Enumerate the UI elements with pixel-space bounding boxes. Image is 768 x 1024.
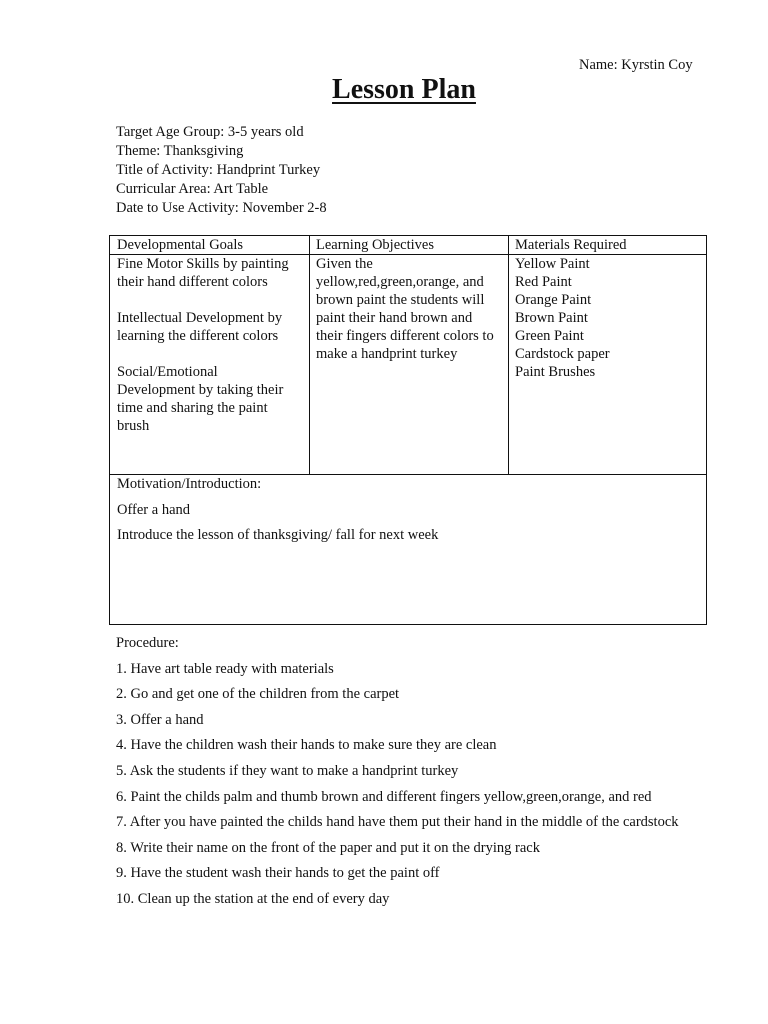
title-of-activity: Title of Activity: Handprint Turkey — [116, 162, 321, 178]
objective-line: make a handprint turkey — [316, 346, 458, 362]
material-item: Red Paint — [515, 274, 572, 290]
materials-required-cell — [515, 255, 610, 381]
objective-line: Given the — [316, 256, 373, 272]
material-item: Yellow Paint — [515, 256, 590, 272]
page-title — [0, 72, 768, 108]
goal-line: learning the different colors — [117, 328, 279, 344]
date-to-use: Date to Use Activity: November 2-8 — [116, 200, 327, 216]
goal-line: their hand different colors — [117, 274, 268, 290]
goal-line: time and sharing the paint — [117, 400, 268, 416]
theme: Theme: Thanksgiving — [116, 143, 244, 159]
goal-line: brush — [117, 418, 150, 434]
material-item: Green Paint — [515, 328, 584, 344]
objective-line: brown paint the students will — [316, 292, 485, 308]
column-divider — [508, 236, 509, 474]
motivation-line: Introduce the lesson of thanksgiving/ fall for next week — [117, 527, 439, 543]
motivation-line: Offer a hand — [117, 501, 191, 518]
material-item: Brown Paint — [515, 310, 588, 326]
procedure-step: 3. Offer a hand — [116, 711, 204, 728]
goal-line: Development by taking their — [117, 382, 284, 398]
header-learning-objectives: Learning Objectives — [316, 237, 434, 253]
goal-line: Social/Emotional — [117, 364, 218, 380]
goal-spacer — [117, 291, 289, 309]
learning-objectives-cell — [316, 255, 494, 363]
developmental-goals-cell — [117, 255, 289, 435]
curricular-area: Curricular Area: Art Table — [116, 181, 269, 197]
procedure-step: 5. Ask the students if they want to make a handprint turkey — [116, 762, 459, 779]
page-title-text: Lesson Plan — [332, 74, 476, 105]
lesson-table — [109, 235, 707, 625]
material-item: Orange Paint — [515, 292, 592, 308]
procedure-step: 4. Have the children wash their hands to make sure they are clean — [116, 737, 497, 754]
procedure-step: 1. Have art table ready with materials — [116, 660, 334, 677]
header-materials-required: Materials Required — [515, 237, 627, 253]
material-item: Cardstock paper — [515, 346, 610, 362]
procedure-step: 2. Go and get one of the children from the carpet — [116, 686, 400, 703]
motivation-heading: Motivation/Introduction: — [117, 476, 262, 492]
header-developmental-goals: Developmental Goals — [117, 237, 244, 253]
activity-info — [116, 123, 327, 218]
procedure-step: 9. Have the student wash their hands to get the paint off — [116, 865, 440, 882]
target-age-group: Target Age Group: 3-5 years old — [116, 124, 304, 140]
objective-line: their fingers different colors to — [316, 328, 494, 344]
procedure-step: 8. Write their name on the front of the paper and put it on the drying rack — [116, 839, 540, 856]
motivation-section — [117, 475, 438, 552]
procedure-step: 7. After you have painted the childs hand have them put their hand in the middle of the cardstock — [116, 814, 679, 831]
goal-spacer — [117, 345, 289, 363]
procedure-section — [116, 634, 706, 916]
goal-line: Intellectual Development by — [117, 310, 283, 326]
student-name: Name: Kyrstin Coy — [579, 57, 693, 73]
procedure-step: 6. Paint the childs palm and thumb brown and different fingers yellow,green,orange, and red — [116, 788, 652, 805]
objective-line: paint their hand brown and — [316, 310, 473, 326]
column-divider — [309, 236, 310, 474]
procedure-step: 10. Clean up the station at the end of every day — [116, 890, 390, 907]
material-item: Paint Brushes — [515, 364, 596, 380]
objective-line: yellow,red,green,orange, and — [316, 274, 484, 290]
procedure-heading: Procedure: — [116, 635, 179, 651]
goal-line: Fine Motor Skills by painting — [117, 256, 289, 272]
